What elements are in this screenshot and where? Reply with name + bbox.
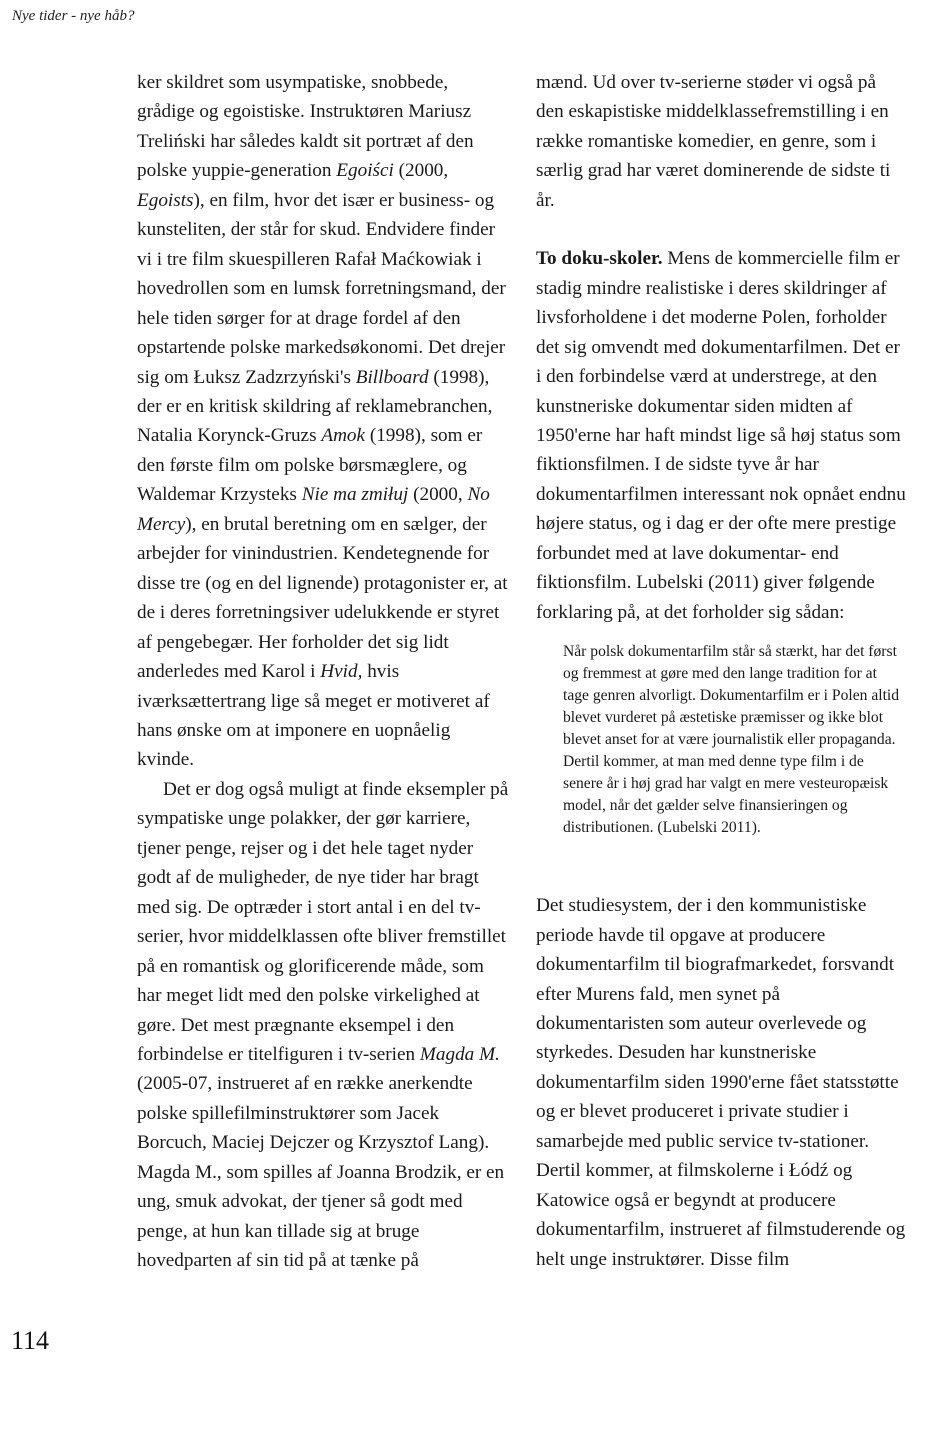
text-run: hvis iværksættertrang lige så meget er motiveret af hans ønske om at imponere en uopnåelig kvinde.: [137, 661, 490, 771]
running-header: Nye tider - nye håb?: [12, 8, 135, 24]
left-paragraph-1: [137, 68, 509, 775]
right-paragraph-2-body: [536, 248, 906, 622]
block-quote: [563, 641, 906, 839]
left-paragraph-2: [137, 775, 509, 1276]
text-run: (2005-07, instrueret af en række anerkendte polske spillefilminstruktører som Jacek Borcuch, Maciej Dejczer og Krzysztof Lang). Magda M., som spilles af Joanna Brodzik, er en ung, smuk advokat, der tjener så godt med penge, at hun kan tillade sig at bruge hovedparten af sin tid på at tænke på: [137, 1073, 505, 1272]
text-run: (2000,: [393, 160, 449, 182]
block-quote-text: Når polsk dokumentarfilm står så stærkt, har det først og fremmest at gøre med den lange tradition for at tage genren alvorligt. Dokumentarfilm er i Polen altid blevet vurderet på æstetiske præmisser og ikke blot blevet anset for at være journalistik eller propaganda. Dertil kommer, at man med denne type film i de senere år i høj grad har valgt en mere vesteuropæisk model, når det gælder selve finansieringen og distributionen. (Lubelski 2011).: [563, 643, 900, 837]
right-paragraph-2: [536, 244, 906, 627]
italic-title: Billboard: [355, 366, 429, 388]
italic-title: Egoiści: [336, 160, 394, 182]
text-run: (1998), som er den første film om polske børsmæglere, og Waldemar Krzysteks: [137, 425, 483, 506]
page-number: 114: [11, 1326, 50, 1355]
section-heading: To doku-skoler.: [536, 248, 663, 270]
text-run: (1998), der er en kritisk skildring af reklamebranchen, Natalia Korynck-Gruzs: [137, 366, 493, 447]
italic-title: Nie ma zmiłuj: [301, 484, 409, 506]
italic-title: Amok: [321, 425, 366, 447]
italic-title: Magda M.: [419, 1043, 500, 1065]
italic-title: Hvid,: [320, 661, 363, 683]
italic-title: No Mercy: [137, 484, 490, 535]
text-run: (2000,: [408, 484, 468, 506]
right-paragraph-3: [536, 891, 906, 1274]
left-column: [137, 68, 509, 1276]
right-column: [536, 68, 906, 1274]
text-run: Det er dog også muligt at finde eksempler på sympatiske unge polakker, der gør karriere, tjener penge, rejser og i det hele taget nyder godt af de muligheder, de nye tider har bragt med sig. De optræder i stort antal i en del tv-serier, hvor middelklassen ofte bliver fremstillet på en romantisk og glorificerende måde, som har meget lidt med den polske virkelighed at gøre. Det mest prægnante eksempel i den forbindelse er titelfiguren i tv-serien: [137, 778, 509, 1065]
text-run: mænd. Ud over tv-serierne støder vi også på den eskapistiske middelklassefremstilling i en række romantiske komedier, en genre, som i særlig grad har været dominerende de sidste ti år.: [536, 72, 891, 211]
text-run: Det studiesystem, der i den kommunistiske periode havde til opgave at producere dokumentarfilm til biografmarkedet, forsvandt efter Murens fald, men synet på dokumentaristen som auteur overlevede og styrkedes. Desuden har kunstneriske dokumentarfilm siden 1990'erne fået statsstøtte og er blevet produceret i private studier i samarbejde med public service tv-stationer. Dertil kommer, at filmskolerne i Łódź og Katowice også er begyndt at producere dokumentarfilm, instrueret af filmstuderende og helt unge instruktører. Disse film: [536, 895, 906, 1270]
italic-title: Egoists: [137, 189, 194, 211]
text-run: ker skildret som usympatiske, snobbede, grådige og egoistiske. Instruktøren Mariusz Treliński har således kaldt sit portræt af den polske yuppie-generation: [137, 72, 474, 182]
text-run: ), en film, hvor det især er business- og kunsteliten, der står for skud. Endvidere finder vi i tre film skuespilleren Rafał Maćkowiak i hovedrollen som en lumsk forretningsmand, der hele tiden sørger for at drage fordel af den opstartende polske markedsøkonomi. Det drejer sig om Łuksz Zadzrzyński's: [137, 189, 506, 388]
text-run: Mens de kommercielle film er stadig mindre realistiske i deres skildringer af livsforholdene i det moderne Polen, forholder det sig omvendt med dokumentarfilmen. Det er i den forbindelse værd at understrege, at den kunstneriske dokumentar siden midten af 1950'erne har haft mindst lige så høj status som fiktionsfilmen. I de sidste tyve år har dokumentarfilmen interessant nok opnået endnu højere status, og i dag er der ofte mere prestige forbundet med at lave dokumentar- end fiktionsfilm. Lubelski (2011) giver følgende forklaring på, at det forholder sig sådan:: [536, 248, 906, 623]
right-paragraph-1: [536, 68, 906, 215]
text-run: ), en brutal beretning om en sælger, der arbejder for vinindustrien. Kendetegnende for disse tre (og en del lignende) protagonister er, at de i deres forretningsiver udelukkende er styret af pengebegær. Her forholder det sig lidt anderledes med Karol i: [137, 513, 508, 683]
